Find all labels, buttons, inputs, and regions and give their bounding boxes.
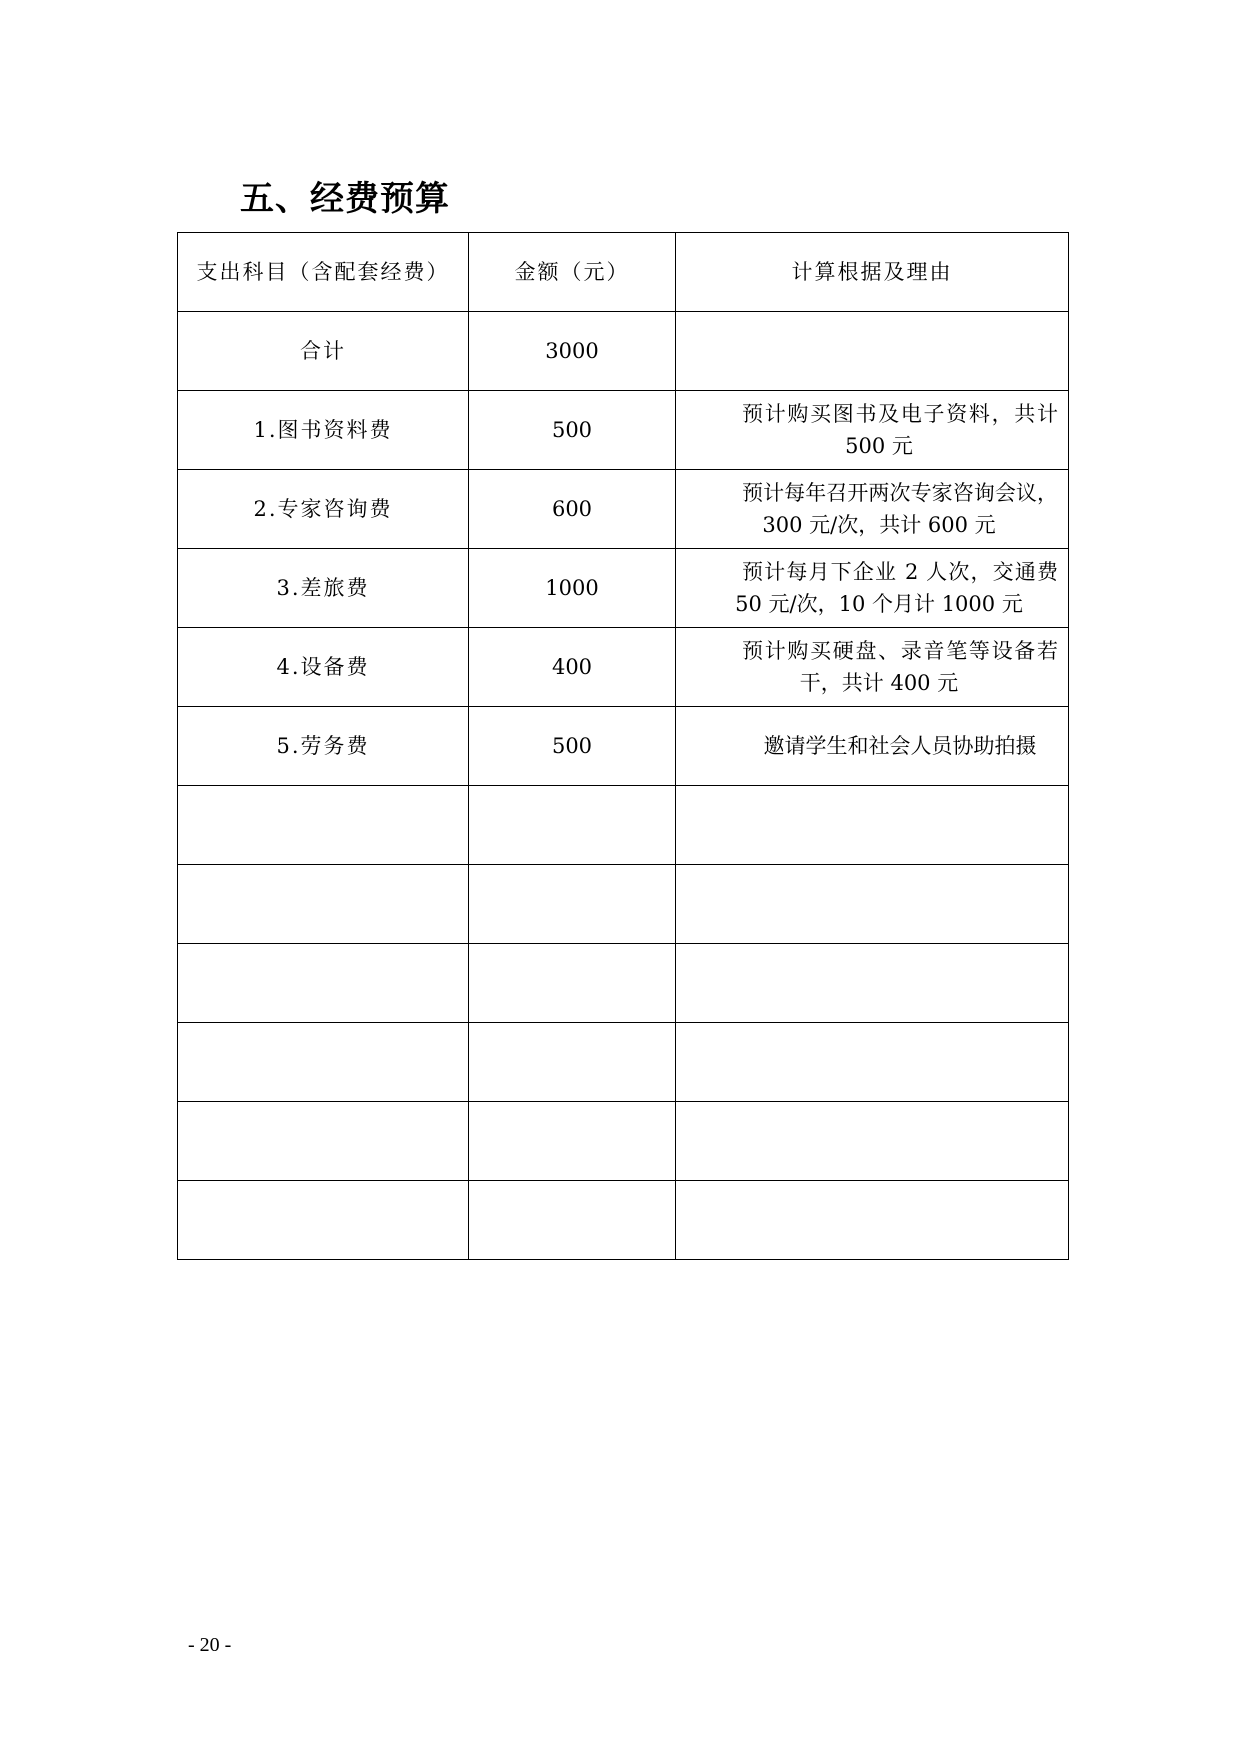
header-item: 支出科目（含配套经费） <box>178 233 469 312</box>
row-amount: 400 <box>469 628 676 707</box>
header-amount: 金额（元） <box>469 233 676 312</box>
table-row <box>178 470 1069 549</box>
row-reason: 预计购买硬盘、录音笔等设备若干，共计 400 元 <box>742 639 1058 695</box>
row-item: 2.专家咨询费 <box>178 470 469 549</box>
empty-row <box>178 865 1069 944</box>
row-reason-cell <box>676 707 1069 786</box>
table-row <box>178 707 1069 786</box>
empty-cell <box>676 944 1069 1023</box>
empty-cell <box>676 1023 1069 1102</box>
empty-cell <box>178 1181 469 1260</box>
budget-table <box>177 232 1069 1260</box>
row-amount: 1000 <box>469 549 676 628</box>
total-label: 合计 <box>178 312 469 391</box>
empty-cell <box>469 1102 676 1181</box>
row-reason-cell <box>676 391 1069 470</box>
row-amount: 600 <box>469 470 676 549</box>
row-item: 4.设备费 <box>178 628 469 707</box>
table-row <box>178 549 1069 628</box>
empty-cell <box>676 1102 1069 1181</box>
empty-cell <box>469 1181 676 1260</box>
row-reason-cell <box>676 470 1069 549</box>
empty-cell <box>469 865 676 944</box>
empty-row <box>178 1102 1069 1181</box>
empty-cell <box>469 786 676 865</box>
total-amount: 3000 <box>469 312 676 391</box>
row-reason: 预计购买图书及电子资料，共计 500 元 <box>742 402 1058 458</box>
total-row <box>178 312 1069 391</box>
table-row <box>178 391 1069 470</box>
row-amount: 500 <box>469 707 676 786</box>
empty-cell <box>676 1181 1069 1260</box>
empty-cell <box>676 865 1069 944</box>
total-reason <box>676 312 1069 391</box>
row-reason: 邀请学生和社会人员协助拍摄 <box>763 734 1037 758</box>
row-reason-cell <box>676 549 1069 628</box>
empty-cell <box>178 944 469 1023</box>
empty-row <box>178 786 1069 865</box>
empty-row <box>178 1181 1069 1260</box>
section-title: 五、经费预算 <box>240 179 450 219</box>
row-item: 5.劳务费 <box>178 707 469 786</box>
empty-row <box>178 1023 1069 1102</box>
row-reason: 预计每年召开两次专家咨询会议，300 元/次，共计 600 元 <box>742 481 1058 537</box>
page-number: - 20 - <box>188 1634 232 1656</box>
empty-cell <box>676 786 1069 865</box>
row-amount: 500 <box>469 391 676 470</box>
header-reason: 计算根据及理由 <box>676 233 1069 312</box>
empty-cell <box>178 786 469 865</box>
row-item: 3.差旅费 <box>178 549 469 628</box>
empty-cell <box>469 1023 676 1102</box>
empty-cell <box>178 1023 469 1102</box>
table-row <box>178 628 1069 707</box>
table-header-row <box>178 233 1069 312</box>
empty-cell <box>178 1102 469 1181</box>
empty-cell <box>178 865 469 944</box>
row-reason-cell <box>676 628 1069 707</box>
empty-row <box>178 944 1069 1023</box>
row-item: 1.图书资料费 <box>178 391 469 470</box>
row-reason: 预计每月下企业 2 人次，交通费 50 元/次，10 个月计 1000 元 <box>735 560 1058 616</box>
empty-cell <box>469 944 676 1023</box>
